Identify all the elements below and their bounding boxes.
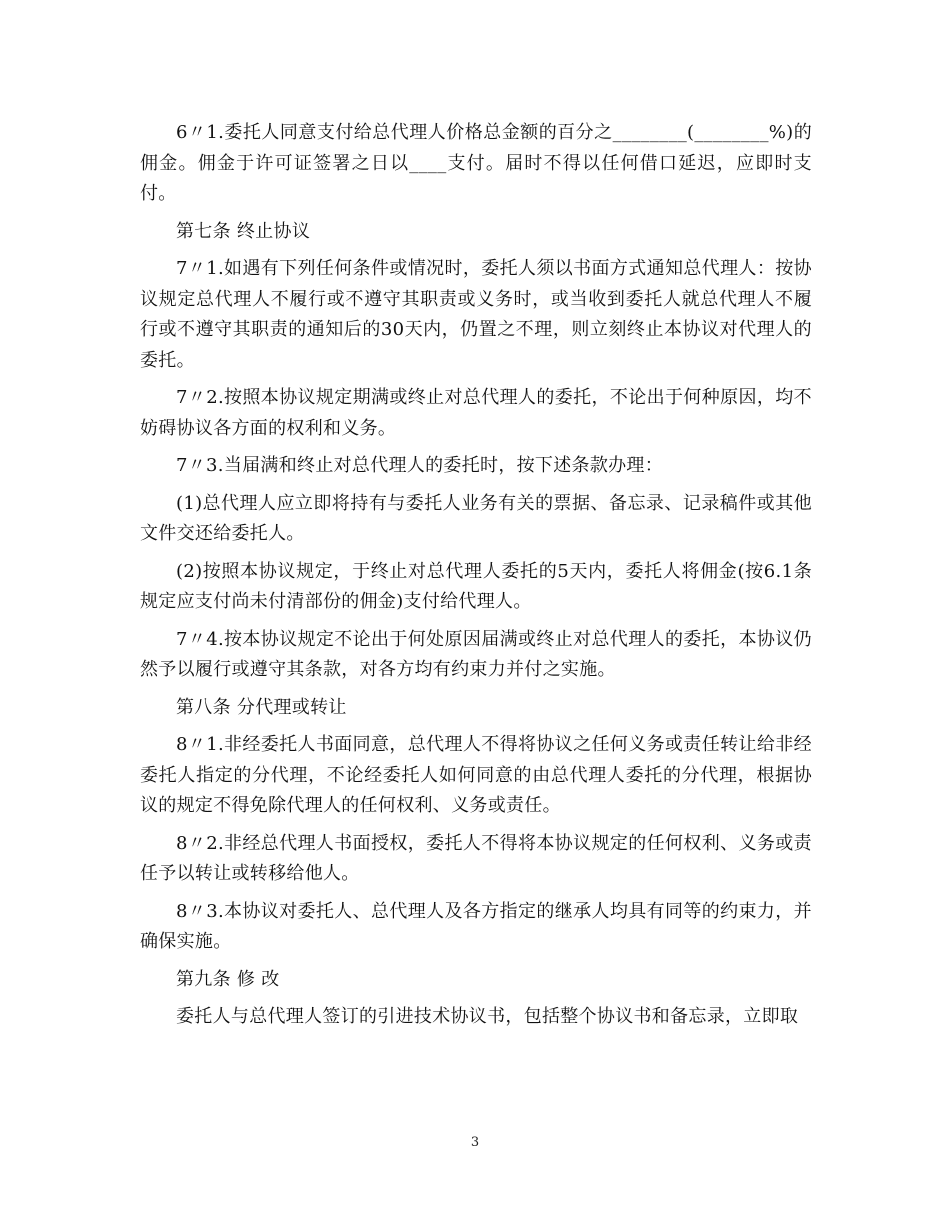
paragraph-6-1: 6〃1.委托人同意支付给总代理人价格总金额的百分之________(________%)的佣金。佣金于许可证签署之日以____支付。届时不得以任何借口延迟，应即时支付。 xyxy=(140,122,812,204)
paragraph-7-1: 7〃1.如遇有下列任何条件或情况时，委托人须以书面方式通知总代理人：按协议规定总代理人不履行或不遵守其职责或义务时，或当收到委托人就总代理人不履行或不遵守其职责的通知后的30天内，仍置之不理，则立刻终止本协议对代理人的委托。 xyxy=(140,258,812,371)
document-body xyxy=(140,118,812,1040)
page-number: 3 xyxy=(470,1135,480,1150)
paragraph-9-1: 委托人与总代理人签订的引进技术协议书，包括整个协议书和备忘录，立即取 xyxy=(176,1006,799,1027)
paragraph-8-1: 8〃1.非经委托人书面同意，总代理人不得将协议之任何义务或责任转让给非经委托人指定的分代理，不论经委托人如何同意的由总代理人委托的分代理，根据协议的规定不得免除代理人的任何权利、义务或责任。 xyxy=(140,734,812,816)
heading-article-8: 第八条 分代理或转让 xyxy=(176,696,347,718)
heading-article-7: 第七条 终止协议 xyxy=(176,220,311,242)
paragraph-7-2: 7〃2.按照本协议规定期满或终止对总代理人的委托，不论出于何种原因，均不妨碍协议各方面的权利和义务。 xyxy=(140,387,812,439)
paragraph-8-2: 8〃2.非经总代理人书面授权，委托人不得将本协议规定的任何权利、义务或责任予以转让或转移给他人。 xyxy=(140,832,812,884)
paragraph-7-3-item-1: (1)总代理人应立即将持有与委托人业务有关的票据、备忘录、记录稿件或其他文件交还给委托人。 xyxy=(140,492,812,544)
paragraph-8-3: 8〃3.本协议对委托人、总代理人及各方指定的继承人均具有同等的约束力，并确保实施。 xyxy=(140,900,812,952)
paragraph-7-3: 7〃3.当届满和终止对总代理人的委托时，按下述条款办理： xyxy=(176,455,664,476)
paragraph-7-4: 7〃4.按本协议规定不论出于何处原因届满或终止对总代理人的委托，本协议仍然予以履行或遵守其条款，对各方均有约束力并付之实施。 xyxy=(140,628,812,680)
heading-article-9: 第九条 修 改 xyxy=(176,968,280,990)
paragraph-7-3-item-2: (2)按照本协议规定，于终止对总代理人委托的5天内，委托人将佣金(按6.1条规定应支付尚未付清部份的佣金)支付给代理人。 xyxy=(140,560,812,612)
